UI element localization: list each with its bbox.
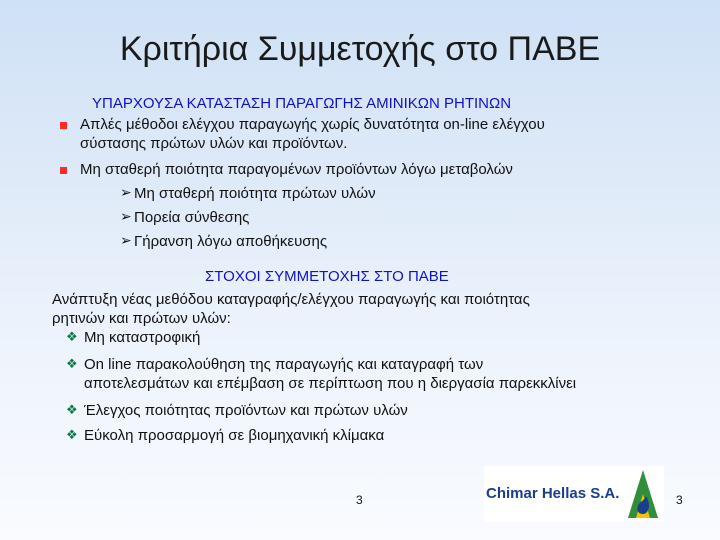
arrow-bullet-icon: ➢ xyxy=(120,208,132,224)
chimar-logo-icon xyxy=(624,468,662,520)
goal-item: Έλεγχος ποιότητας προϊόντων και πρώτων υλών xyxy=(84,402,408,419)
diamond-bullet-icon: ❖ xyxy=(66,329,78,344)
sub-bullet-text: Γήρανση λόγω αποθήκευσης xyxy=(134,233,328,250)
arrow-bullet-icon: ➢ xyxy=(120,184,132,200)
diamond-bullet-icon: ❖ xyxy=(66,356,78,371)
section-heading-goals: ΣΤΟΧΟΙ ΣΥΜΜΕΤΟΧΗΣ ΣΤΟ ΠΑΒΕ xyxy=(205,268,449,285)
square-bullet-icon xyxy=(60,167,67,174)
goal-item-continued: αποτελεσμάτων και επέμβαση σε περίπτωση που η διεργασία παρεκκλίνει xyxy=(84,375,577,392)
page-number: 3 xyxy=(356,493,363,507)
page-number-right: 3 xyxy=(676,493,683,507)
bullet-text: Απλές μέθοδοι ελέγχου παραγωγής χωρίς δυνατότητα on-line ελέγχου xyxy=(80,116,545,133)
diamond-bullet-icon: ❖ xyxy=(66,427,78,442)
section-heading-current-state: ΥΠΑΡΧΟΥΣΑ ΚΑΤΑΣΤΑΣΗ ΠΑΡΑΓΩΓΗΣ ΑΜΙΝΙΚΩΝ ΡΗΤΙΝΩΝ xyxy=(92,95,512,112)
bullet-text-continued: σύστασης πρώτων υλών και προϊόντων. xyxy=(80,135,348,152)
square-bullet-icon xyxy=(60,122,67,129)
goal-item: Μη καταστροφική xyxy=(84,329,201,346)
intro-text: Ανάπτυξη νέας μεθόδου καταγραφής/ελέγχου παραγωγής και ποιότητας xyxy=(52,291,530,308)
company-logo xyxy=(484,466,664,522)
diamond-bullet-icon: ❖ xyxy=(66,402,78,417)
sub-bullet-text: Πορεία σύνθεσης xyxy=(134,209,250,226)
intro-text-continued: ρητινών και πρώτων υλών: xyxy=(52,310,231,327)
goal-item: On line παρακολούθηση της παραγωγής και καταγραφή των xyxy=(84,356,484,373)
bullet-text: Μη σταθερή ποιότητα παραγομένων προϊόντων λόγω μεταβολών xyxy=(80,161,513,178)
goal-item: Εύκολη προσαρμογή σε βιομηχανική κλίμακα xyxy=(84,427,385,444)
sub-bullet-text: Μη σταθερή ποιότητα πρώτων υλών xyxy=(134,185,376,202)
arrow-bullet-icon: ➢ xyxy=(120,232,132,248)
logo-text: Chimar Hellas S.A. xyxy=(486,485,620,502)
slide-title: Κριτήρια Συμμετοχής στο ΠΑΒΕ xyxy=(119,30,601,68)
